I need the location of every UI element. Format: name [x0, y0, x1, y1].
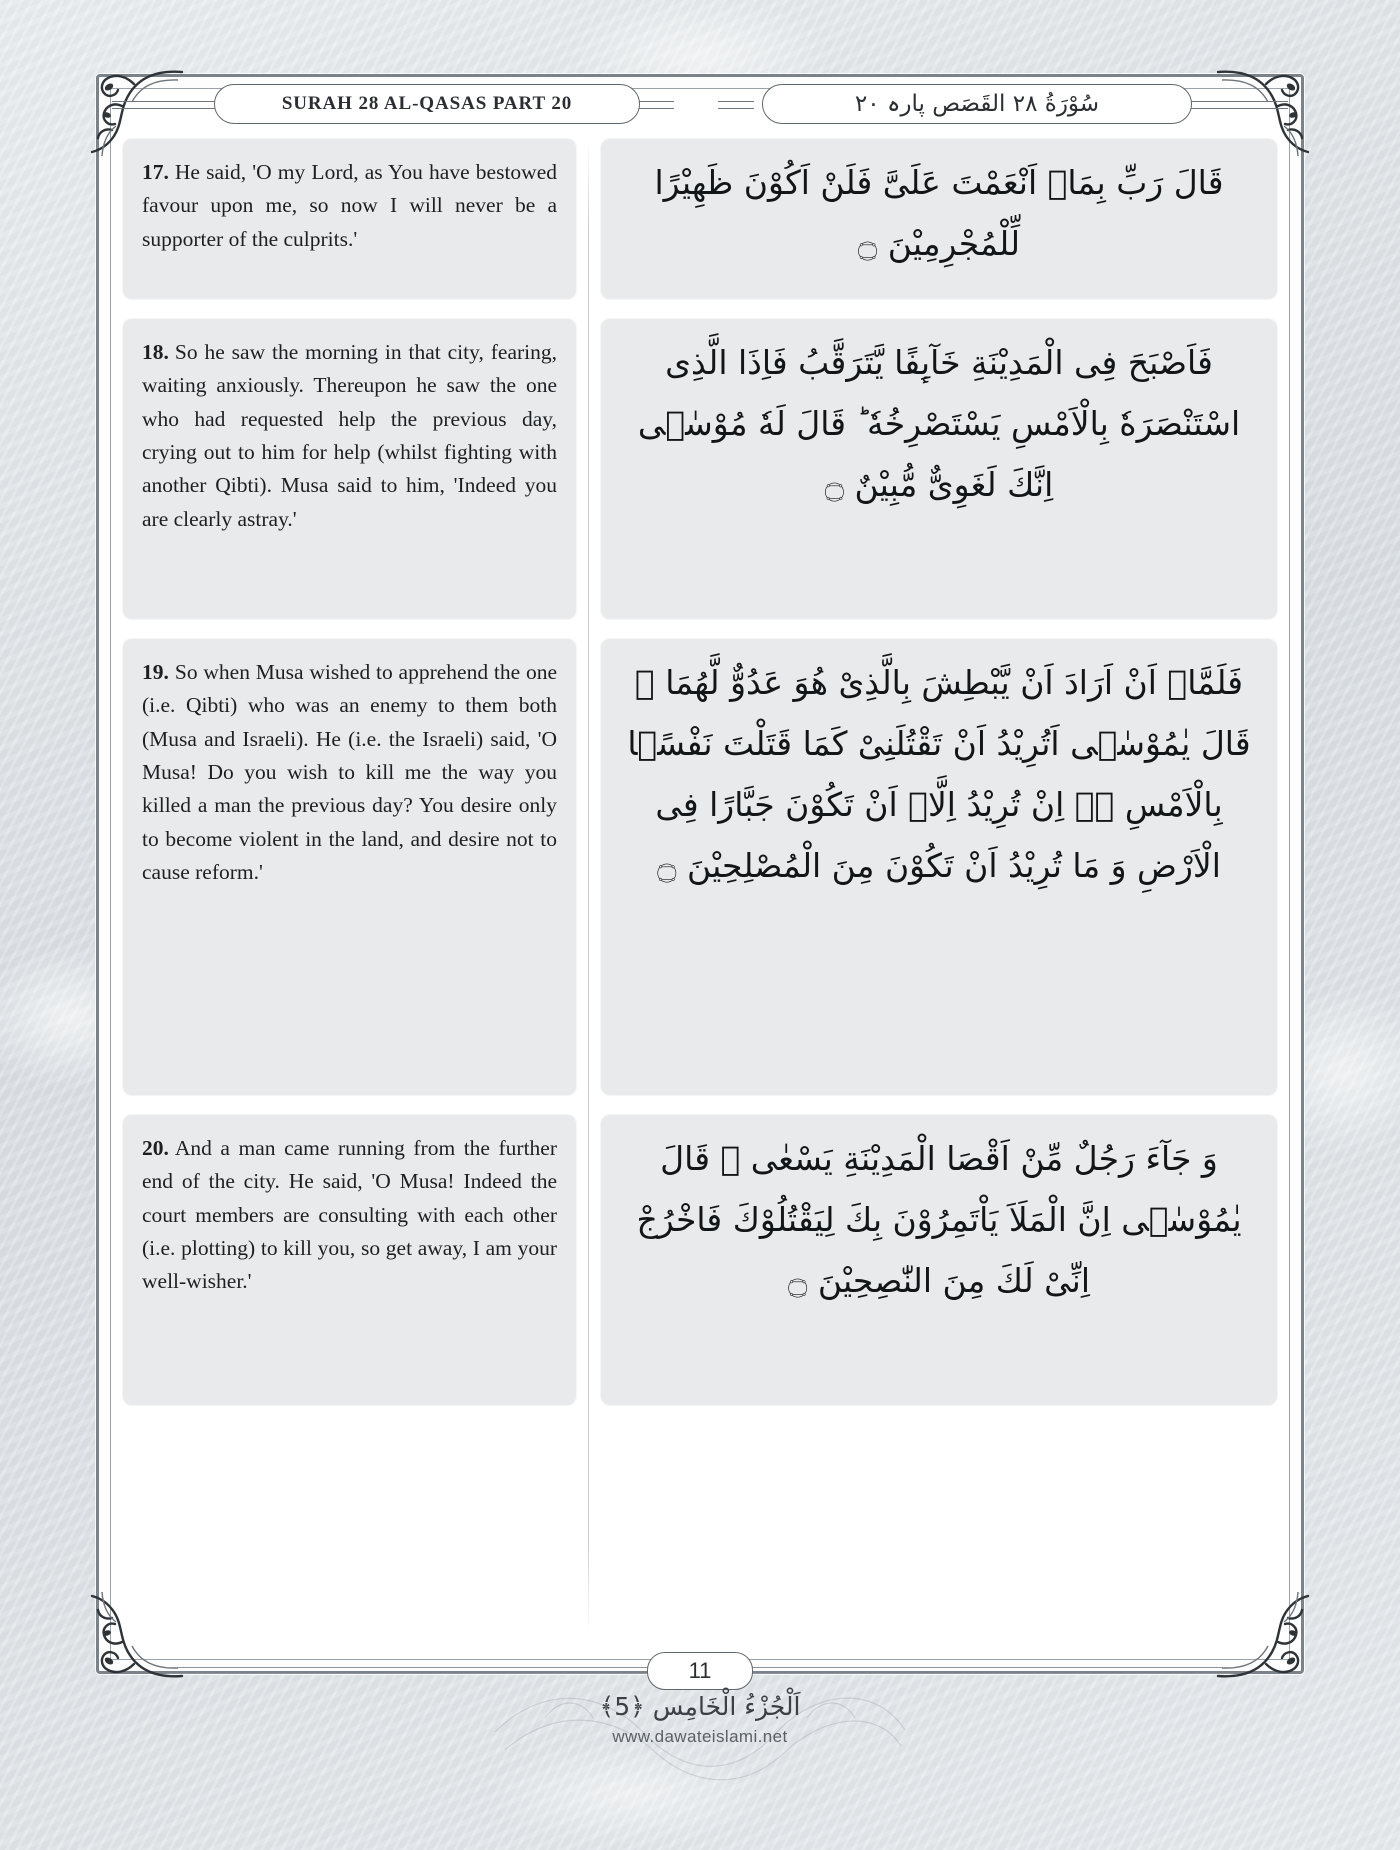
verse-columns: [122, 138, 1278, 1636]
verse-block-english-20: [122, 1114, 577, 1406]
page-sheet: [96, 74, 1304, 1683]
page-number: 11: [688, 1658, 712, 1683]
footer-rule-right: [736, 1667, 1234, 1674]
header-rule-left: [112, 101, 218, 109]
verse-text-english-18: So he saw the morning in that city, fearing, waiting anxiously. Thereupon he saw the one who had requested help the previous day, crying out to him for help (whilst fighting with another Qibti). Musa said to him, 'Indeed you are clearly astray.': [142, 340, 557, 531]
header-cartouche-arabic: [762, 84, 1192, 124]
page-number-badge: [647, 1652, 753, 1690]
running-header: [96, 80, 1304, 128]
verse-block-english-19: [122, 638, 577, 1096]
juz-label: اَلْجُزْءُ الْخَامِس ﴿5﴾: [599, 1692, 801, 1721]
header-cartouche-english: [214, 84, 640, 124]
english-translation-column: [122, 138, 588, 1636]
verse-text-arabic-18: فَاَصْبَحَ فِی الْمَدِیْنَةِ خَآىِٕفًا یَّتَرَقَّبُ فَاِذَا الَّذِی اسْتَنْصَرَهٗ بِالْاَمْسِ یَسْتَصْرِخُهٗ ؕ قَالَ لَهٗ مُوْسٰۤى اِنَّكَ لَغَوِیٌّ مُّبِیْنٌ ۝: [637, 343, 1241, 505]
verse-text-arabic-19: فَلَمَّاۤ اَنْ اَرَادَ اَنْ یَّبْطِشَ بِالَّذِیْ هُوَ عَدُوٌّ لَّهُمَا ۙ قَالَ یٰمُوْسٰۤى اَتُرِیْدُ اَنْ تَقْتُلَنِیْ كَمَا قَتَلْتَ نَفْسًۢا بِالْاَمْسِ ۖۗ اِنْ تُرِیْدُ اِلَّاۤ اَنْ تَكُوْنَ جَبَّارًا فِی الْاَرْضِ وَ مَا تُرِیْدُ اَنْ تَكُوْنَ مِنَ الْمُصْلِحِیْنَ ۝: [627, 663, 1251, 886]
header-rule-mid-right: [718, 101, 754, 109]
arabic-text-column: [589, 138, 1278, 1636]
header-rule-mid-left: [636, 101, 674, 109]
verse-text-english-20: And a man came running from the further end of the city. He said, 'O Musa! Indeed the court members are consulting with each other (i.e. plotting) to kill you, so get away, I am your well-wisher.': [142, 1136, 557, 1294]
verse-block-arabic-18: [600, 318, 1278, 620]
running-title-arabic: سُوْرَةُ ٢٨ القَصَص پارہ ٢٠: [854, 91, 1100, 117]
running-title-english: SURAH 28 AL-QASAS PART 20: [281, 93, 573, 114]
verse-text-arabic-17: قَالَ رَبِّ بِمَاۤ اَنْعَمْتَ عَلَیَّ فَلَنْ اَكُوْنَ ظَهِیْرًا لِّلْمُجْرِمِیْنَ ۝: [654, 163, 1224, 264]
verse-number-20: 20.: [142, 1136, 169, 1160]
verse-block-english-17: [122, 138, 577, 300]
verse-number-19: 19.: [142, 660, 169, 684]
verse-number-17: 17.: [142, 160, 169, 184]
verse-block-arabic-19: [600, 638, 1278, 1096]
header-rule-right: [1188, 101, 1288, 109]
footer-rule-left: [166, 1667, 664, 1674]
verse-block-english-18: [122, 318, 577, 620]
sheet-footer: [0, 1692, 1400, 1747]
verse-number-18: 18.: [142, 340, 169, 364]
verse-text-arabic-20: وَ جَآءَ رَجُلٌ مِّنْ اَقْصَا الْمَدِیْنَةِ یَسْعٰى ۡ قَالَ یٰمُوْسٰۤى اِنَّ الْمَلَاَ یَاْتَمِرُوْنَ بِكَ لِیَقْتُلُوْكَ فَاخْرُجْ اِنِّیْ لَكَ مِنَ النّٰصِحِیْنَ ۝: [636, 1139, 1242, 1301]
website-link[interactable]: www.dawateislami.net: [612, 1727, 788, 1746]
verse-text-english-19: So when Musa wished to apprehend the one (i.e. Qibti) who was an enemy to them both (Musa and Israeli). He (i.e. the Israeli) said, 'O Musa! Do you wish to kill me the way you killed a man the previous day? You desire only to become violent in the land, and desire not to cause reform.': [142, 660, 557, 884]
verse-block-arabic-20: [600, 1114, 1278, 1406]
page-number-band: [96, 1650, 1304, 1690]
verse-text-english-17: He said, 'O my Lord, as You have bestowed favour upon me, so now I will never be a supporter of the culprits.': [142, 160, 557, 251]
verse-block-arabic-17: [600, 138, 1278, 300]
